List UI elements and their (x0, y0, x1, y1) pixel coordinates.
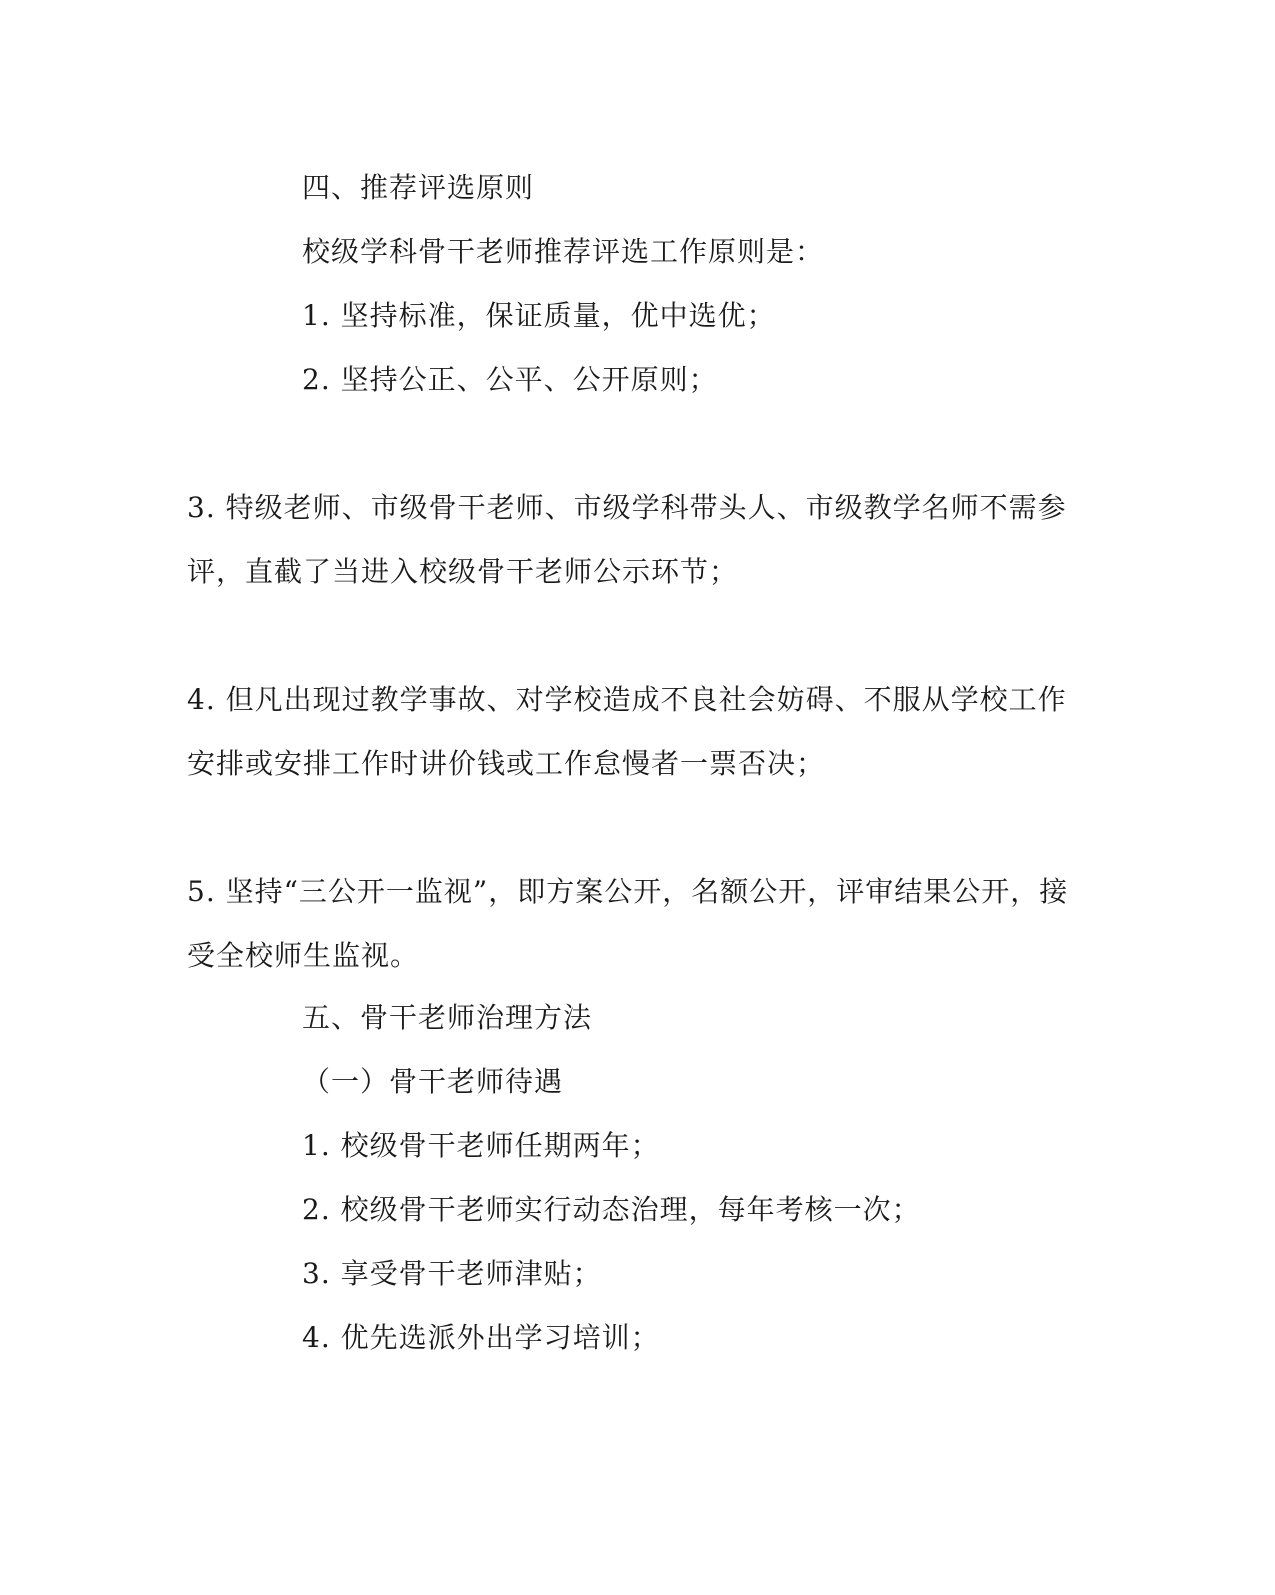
list-item-4-line-2: 安排或安排工作时讲价钱或工作怠慢者一票否决； (187, 747, 826, 780)
benefit-item-4: 4. 优先选派外出学习培训； (302, 1321, 660, 1354)
benefit-item-2: 2. 校级骨干老师实行动态治理，每年考核一次； (302, 1193, 921, 1226)
benefit-item-1: 1. 校级骨干老师任期两年； (302, 1129, 660, 1162)
section-heading-5: 五、骨干老师治理方法 (302, 1001, 593, 1034)
list-item-1: 1. 坚持标准，保证质量，优中选优； (302, 299, 776, 332)
list-item-4-line-1: 4. 但凡出现过教学事故、对学校造成不良社会妨碍、不服从学校工作 (187, 683, 1067, 716)
paragraph-intro: 校级学科骨干老师推荐评选工作原则是： (302, 235, 825, 268)
section-heading-4: 四、推荐评选原则 (302, 171, 535, 204)
list-item-5-line-2: 受全校师生监视。 (187, 939, 420, 972)
list-item-5-line-1: 5. 坚持“三公开一监视”，即方案公开，名额公开，评审结果公开，接 (187, 875, 1069, 908)
benefit-item-3: 3. 享受骨干老师津贴； (302, 1257, 602, 1290)
list-item-3-line-1: 3. 特级老师、市级骨干老师、市级学科带头人、市级教学名师不需参 (187, 491, 1067, 524)
subsection-heading-1: （一）骨干老师待遇 (302, 1065, 564, 1098)
list-item-2: 2. 坚持公正、公平、公开原则； (302, 363, 718, 396)
list-item-3-line-2: 评，直截了当进入校级骨干老师公示环节； (187, 555, 739, 588)
